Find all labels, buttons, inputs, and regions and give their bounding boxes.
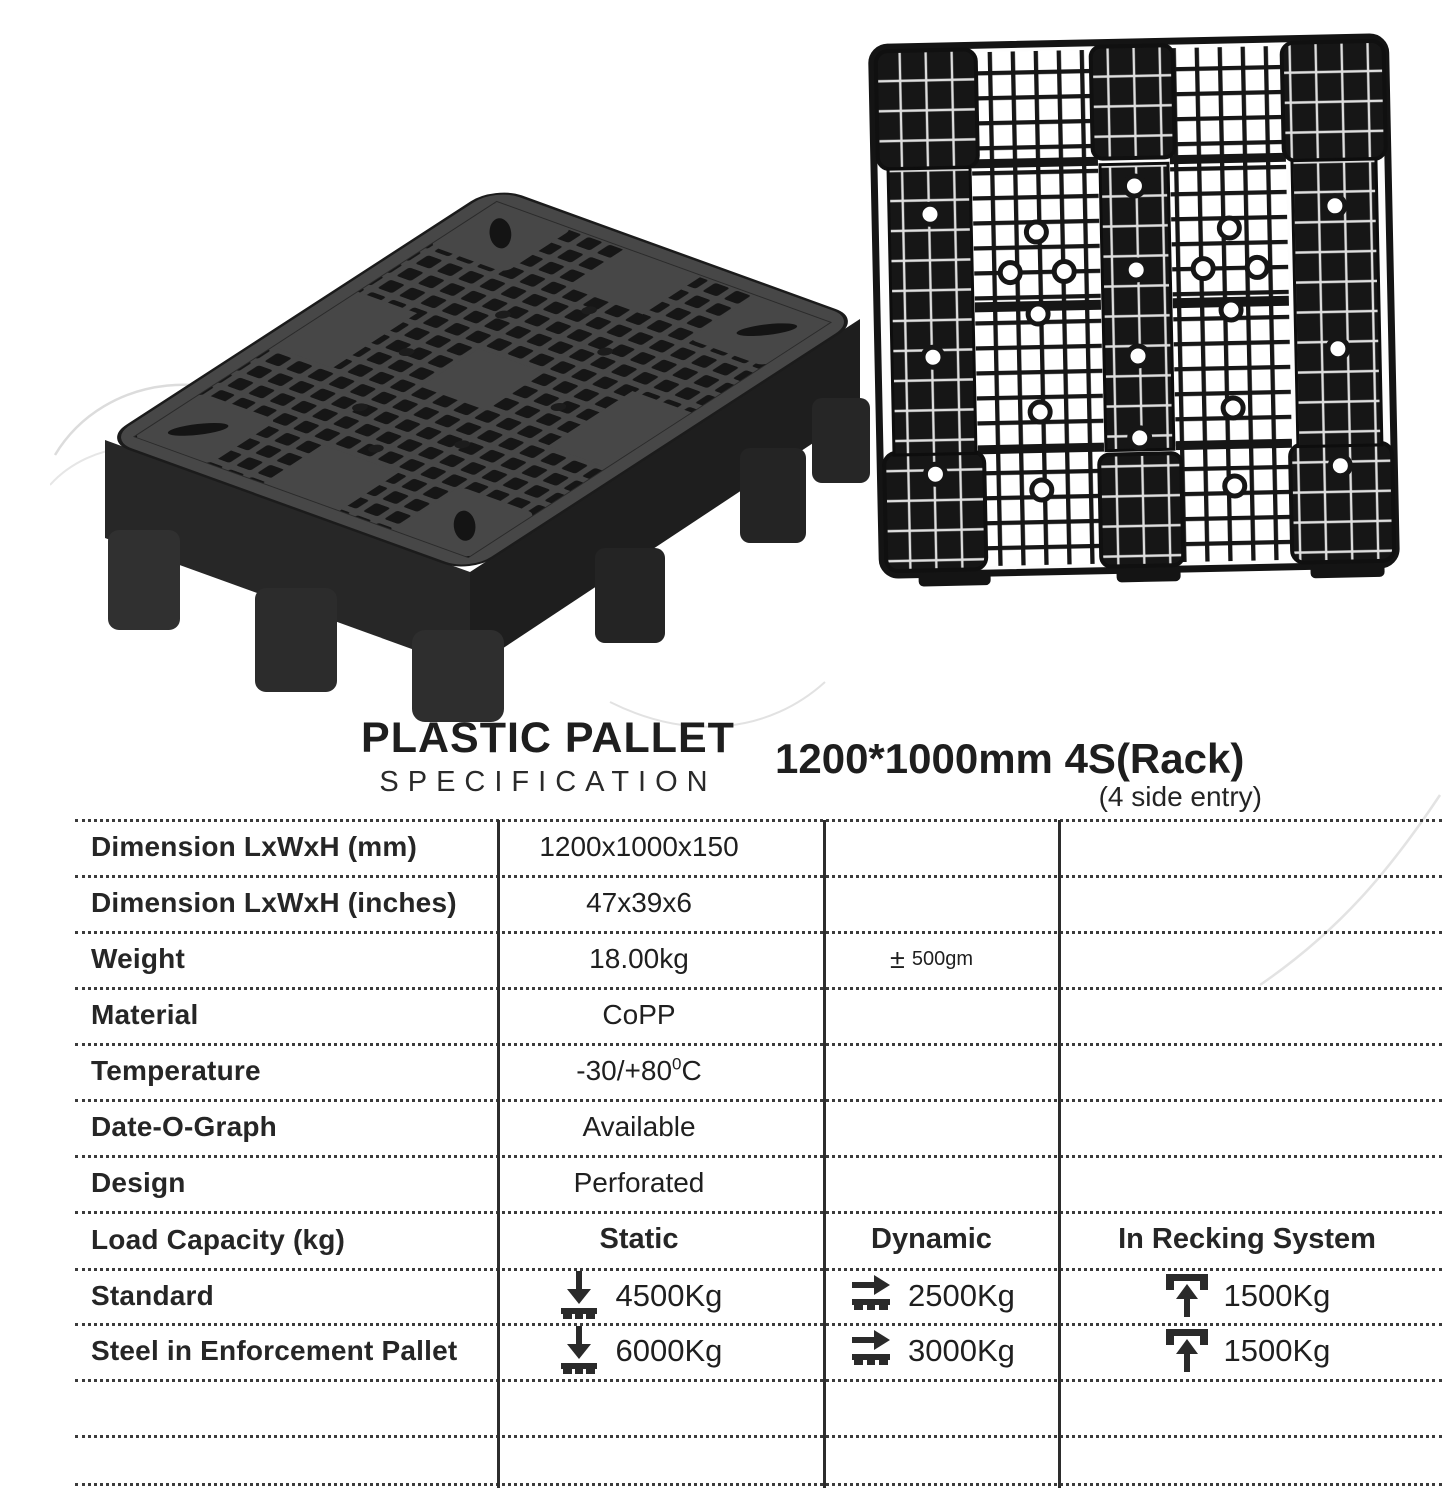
spec-label: Date-O-Graph (91, 1111, 277, 1142)
static-load-icon (556, 1271, 602, 1321)
column-divider (823, 820, 826, 1488)
pallet-foot (255, 588, 337, 692)
pallet-foot (740, 448, 806, 543)
pallet-foot (595, 548, 665, 643)
spec-value: 18.00kg (589, 943, 689, 974)
static-load-icon (556, 1326, 602, 1376)
title-block (318, 714, 778, 799)
spec-label: Dimension LxWxH (inches) (91, 887, 457, 918)
spec-value: 47x39x6 (586, 887, 692, 918)
load-header-racking: In Recking System (1118, 1223, 1376, 1255)
page-subtitle: SPECIFICATION (379, 766, 717, 798)
racking-load-icon (1164, 1327, 1210, 1375)
pallet-grid-body (871, 37, 1396, 588)
spec-value: Available (582, 1111, 696, 1142)
product-block (775, 735, 1307, 813)
load-value-racking: 1500Kg (1061, 1268, 1433, 1323)
load-value-dynamic: 2500Kg (825, 1268, 1056, 1323)
row-divider (75, 1483, 1442, 1486)
spec-label: Weight (91, 943, 186, 974)
racking-load-icon (1164, 1272, 1210, 1320)
product-note: (4 side entry) (1098, 781, 1262, 812)
pallet-iso-photo (50, 110, 890, 740)
pallet-foot (412, 630, 504, 722)
spec-label: Standard (91, 1279, 214, 1311)
row-divider (75, 1435, 1442, 1438)
weight-tolerance: ± 500gm (890, 943, 973, 974)
load-value-dynamic: 3000Kg (825, 1323, 1056, 1379)
dynamic-load-icon (848, 1275, 894, 1317)
spec-value: Perforated (573, 1167, 705, 1198)
spec-value: 1200x1000x150 (539, 831, 739, 862)
spec-label: Steel in Enforcement Pallet (91, 1335, 458, 1366)
spec-value: $-30/+80^0C$ (576, 1054, 702, 1086)
spec-label: Material (91, 999, 199, 1030)
spec-label: Temperature (91, 1055, 261, 1086)
load-value-static: 6000Kg (500, 1323, 820, 1379)
spec-label: Design (91, 1167, 186, 1198)
load-value-static: 4500Kg (500, 1268, 820, 1323)
pallet-foot (108, 530, 180, 630)
column-divider (1058, 820, 1061, 1488)
row-divider (75, 1379, 1442, 1382)
plus-minus-sign: ± (890, 943, 905, 974)
load-header-dynamic: Dynamic (871, 1223, 992, 1255)
pallet-top-view-photo (855, 18, 1415, 598)
spec-label: Dimension LxWxH (mm) (91, 831, 418, 862)
page-title: PLASTIC PALLET (361, 714, 735, 762)
dynamic-load-icon (848, 1330, 894, 1372)
spec-label: Load Capacity (kg) (91, 1223, 346, 1255)
load-value-racking: 1500Kg (1061, 1323, 1433, 1379)
load-header-static: Static (599, 1223, 679, 1255)
product-title: 1200*1000mm 4S(Rack) (775, 735, 1245, 782)
spec-value: CoPP (602, 999, 676, 1030)
